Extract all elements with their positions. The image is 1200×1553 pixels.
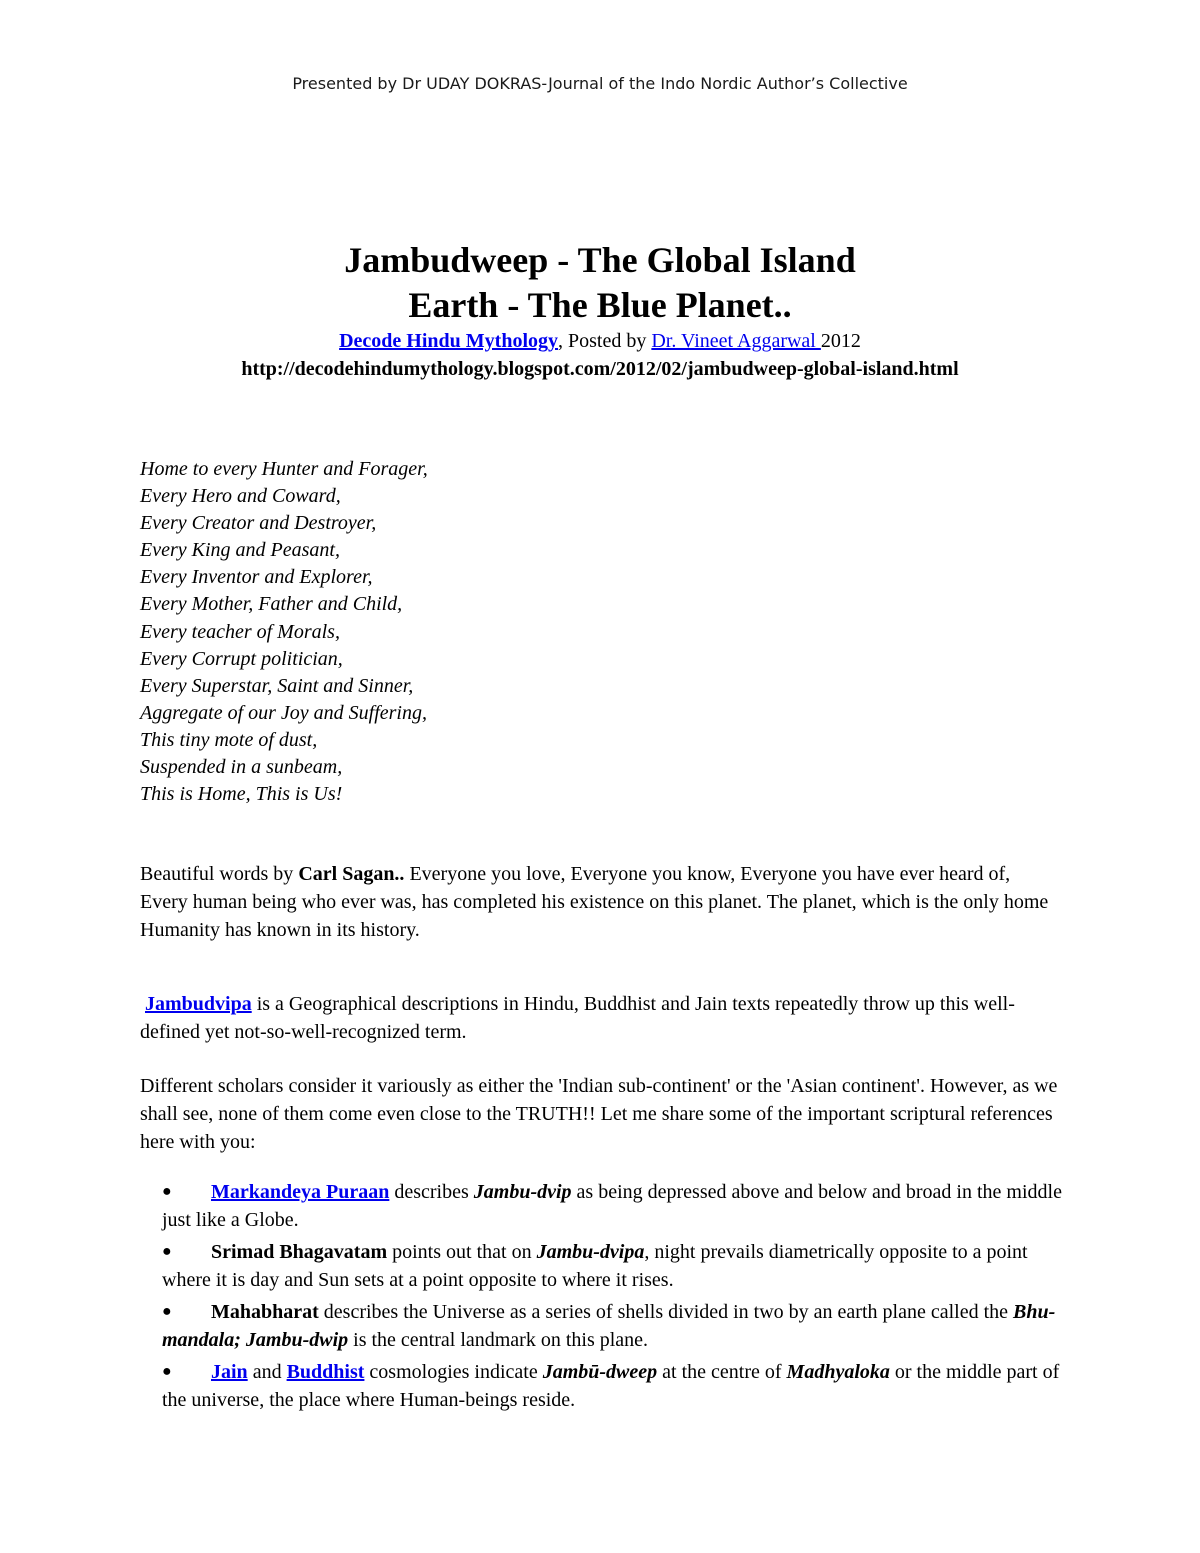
scripture-references-list <box>162 1178 1062 1418</box>
poem <box>140 456 840 808</box>
bullet-icon <box>162 1178 212 1206</box>
list-item <box>162 1298 1062 1354</box>
b4-term2: Madhyaloka <box>786 1361 890 1383</box>
byline <box>0 328 1200 354</box>
b4-post: or the middle part of the universe, the place where Human-beings reside. <box>162 1361 1060 1411</box>
poem-line: Every Mother, Father and Child, <box>140 593 403 616</box>
carl-sagan-name: Carl Sagan.. <box>298 863 405 885</box>
b3-mid: describes the Universe as a series of shells divided in two by an earth plane called the <box>318 1301 1014 1323</box>
b1-post: as being depressed above and below and broad in the middle just like a Globe. <box>162 1181 1062 1231</box>
para1-pre: Beautiful words by <box>140 863 299 885</box>
b3-term: Bhu-mandala; Jambu-dwip <box>162 1301 1056 1351</box>
b2-term: Jambu-dvipa <box>536 1241 645 1263</box>
source-url: http://decodehindumythology.blogspot.com/2012/02/jambudweep-global-island.html <box>241 358 959 380</box>
b4-and: and <box>247 1361 287 1383</box>
b1-term: Jambu-dvip <box>473 1181 572 1203</box>
page-header: Presented by Dr UDAY DOKRAS-Journal of the Indo Nordic Author’s Collective <box>292 74 908 93</box>
poem-line: Every Creator and Destroyer, <box>140 512 377 535</box>
jain-link[interactable]: Jain <box>211 1361 248 1383</box>
b2-mid: points out that on <box>387 1241 537 1263</box>
b4-mid2: at the centre of <box>657 1361 787 1383</box>
poem-line: Every Corrupt politician, <box>140 647 343 670</box>
poem-line: Home to every Hunter and Forager, <box>140 458 428 480</box>
list-item <box>162 1358 1062 1414</box>
title-line-2: Earth - The Blue Planet.. <box>408 285 792 325</box>
article-title <box>0 238 1200 328</box>
b2-post: , night prevails diametrically opposite to a point where it is day and Sun sets at a point opposite to where it rises. <box>162 1241 1028 1291</box>
post-year: 2012 <box>820 330 861 352</box>
poem-line: Aggregate of our Joy and Suffering, <box>140 701 427 724</box>
paragraph-carl-sagan <box>140 860 1060 944</box>
bullet-icon <box>162 1358 212 1386</box>
b3-bold: Mahabharat <box>211 1301 319 1323</box>
title-line-1: Jambudweep - The Global Island <box>344 240 856 280</box>
blog-link[interactable]: Decode Hindu Mythology <box>339 330 559 352</box>
poem-line: Every Inventor and Explorer, <box>140 566 373 589</box>
poem-line: Every Superstar, Saint and Sinner, <box>140 674 414 697</box>
posted-by-text: , Posted by <box>558 330 652 352</box>
paragraph-jambudvipa <box>140 990 1060 1046</box>
author-link[interactable]: Dr. Vineet Aggarwal <box>651 330 821 352</box>
para2-post: is a Geographical descriptions in Hindu, Buddhist and Jain texts repeatedly throw up this well-defined yet not-so-well-recognized term. <box>140 993 1015 1043</box>
bullet-icon <box>162 1298 212 1326</box>
paragraph-scholars: Different scholars consider it variously as either the 'Indian sub-continent' or the 'Asian continent'. However, as we shall see, none of them come even close to the TRUTH!! Let me share some of the important scriptural references here with you: <box>140 1075 1058 1153</box>
poem-line: Every teacher of Morals, <box>140 620 340 643</box>
b3-post: is the central landmark on this plane. <box>348 1329 649 1351</box>
b4-mid: cosmologies indicate <box>364 1361 543 1383</box>
poem-line: This tiny mote of dust, <box>140 728 318 751</box>
b4-term: Jambū-dweep <box>542 1361 658 1383</box>
b1-mid: describes <box>389 1181 474 1203</box>
poem-line: Every King and Peasant, <box>140 539 340 562</box>
markandeya-puraan-link[interactable]: Markandeya Puraan <box>211 1181 390 1203</box>
poem-line: Every Hero and Coward, <box>140 485 341 508</box>
list-item <box>162 1178 1062 1234</box>
poem-line: This is Home, This is Us! <box>140 783 343 806</box>
list-item <box>162 1238 1062 1294</box>
buddhist-link[interactable]: Buddhist <box>286 1361 365 1383</box>
b2-bold: Srimad Bhagavatam <box>211 1241 388 1263</box>
jambudvipa-link[interactable]: Jambudvipa <box>145 993 252 1015</box>
poem-line: Suspended in a sunbeam, <box>140 756 343 779</box>
bullet-icon <box>162 1238 212 1266</box>
para1-post: Everyone you love, Everyone you know, Everyone you have ever heard of, Every human being who ever was, has completed his existence on this planet. The planet, which is the only home Humanity has known in its history. <box>140 863 1049 941</box>
